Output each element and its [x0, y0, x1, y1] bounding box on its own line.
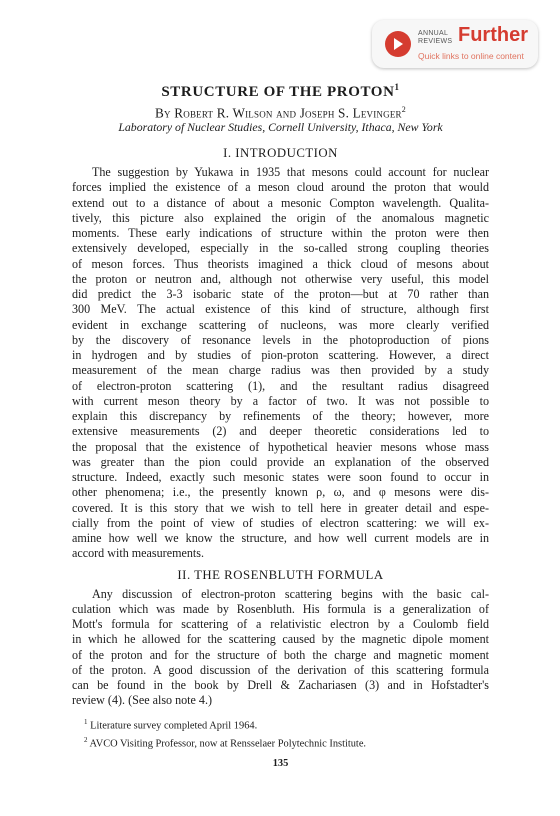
text-line: by the discovery of resonance levels in the photoproduction of pions — [72, 332, 489, 347]
footnotes — [72, 715, 489, 752]
text-line: Any discussion of electron-proton scattering begins with the basic cal- — [92, 586, 489, 601]
section-heading-introduction: I. INTRODUCTION — [223, 146, 338, 160]
article-title — [72, 78, 489, 100]
text-line: of meson forces. Thus theorists imagined a thick cloud of mesons about — [72, 256, 489, 271]
text-line: culation which was made by Rosenbluth. His formula is a generalization of — [72, 601, 489, 616]
introduction-paragraph — [72, 165, 489, 562]
text-line: forces implied the existence of a meson cloud around the proton that would — [72, 180, 489, 195]
text-line: the proposal that the existence of hypothetical heavier mesons whose mass — [72, 439, 489, 454]
text-line: review (4). (See also note 4.) — [72, 693, 213, 708]
text-line: of electron-proton scattering (1), and the resultant radius disagreed — [72, 378, 489, 393]
author-line — [72, 102, 489, 121]
text-line: covered. It is this story that we wish to tell here in greater detail and espe- — [72, 500, 489, 515]
text-line: of the proton. A good discussion of the derivation of this scattering formula — [72, 662, 489, 677]
section-heading-rosenbluth: II. THE ROSENBLUTH FORMULA — [177, 567, 384, 582]
text-line: structure. Indeed, exactly such mesonic states were soon found to occur in — [72, 470, 489, 484]
title-footnote-mark: 1 — [394, 82, 400, 92]
text-line: The suggestion by Yukawa in 1935 that mesons could account for nuclear — [92, 165, 489, 179]
text-line: measurement of the mean charge radius was then provided by a study — [72, 363, 489, 378]
text-line: cially from the point of view of studies of electron scattering: we will ex- — [72, 515, 489, 530]
affiliation: Laboratory of Nuclear Studies, Cornell University, Ithaca, New York — [118, 120, 443, 134]
text-line: was greater than the pion could provide an explanation of the observed — [72, 454, 489, 469]
footnote-1-mark: 1 — [84, 717, 88, 726]
author-wilson: Robert R. Wilson — [174, 105, 273, 121]
further-badge[interactable] — [372, 20, 538, 68]
text-line: other phenomena; i.e., the presently known ρ, ω, and φ mesons were dis- — [72, 485, 489, 500]
text-line: the proton or neutron and, although not otherwise very useful, this model — [72, 271, 489, 286]
page-number: 135 — [272, 758, 289, 770]
text-line: Mott's formula for scattering of a relativistic electron by a Coulomb field — [72, 617, 489, 631]
badge-further-label: Further — [458, 24, 528, 46]
footnote-2 — [72, 733, 489, 751]
rosenbluth-paragraph — [72, 587, 489, 709]
text-line: amine how well we know the structure, and how well current models are in — [72, 531, 489, 545]
author-footnote-mark: 2 — [401, 105, 406, 114]
badge-small-line1: ANNUAL — [418, 30, 449, 37]
footnote-1-text: Literature survey completed April 1964. — [90, 719, 258, 731]
text-line: in which he allowed for the scattering caused by the magnetic dipole moment — [72, 632, 489, 647]
and-word: and — [276, 105, 297, 121]
article-page — [72, 78, 489, 769]
footnote-1 — [72, 715, 489, 733]
text-line: extensive measurements (2) and deeper theoretic considerations led to — [72, 424, 489, 439]
text-line: can be found in the book by Drell & Zachariasen (3) and in Hofstadter's — [72, 678, 489, 692]
by-word: By — [155, 105, 171, 121]
author-levinger: Joseph S. Levinger — [299, 105, 402, 121]
badge-quick-links: Quick links to online content — [418, 51, 524, 61]
text-line: with current meson theory by a factor of two. It was not possible to — [72, 393, 489, 408]
text-line: extensively developed, especially in the so-called strong coupling theories — [72, 241, 489, 256]
text-line: tively, this picture also explained the origin of the anomalous magnetic — [72, 210, 489, 225]
footnote-2-text: AVCO Visiting Professor, now at Rensselaer Polytechnic Institute. — [89, 738, 367, 750]
text-line: moments. These early indications of structure within the proton were then — [72, 226, 489, 240]
text-line: did predict the 3-3 isobaric state of the proton—but at 70 rather than — [72, 287, 489, 301]
article-title-text: STRUCTURE OF THE PROTON — [161, 84, 395, 100]
annual-reviews-logo-icon — [385, 31, 411, 57]
text-line: extend out to a distance of about a mesonic Compton wavelength. Qualita- — [72, 195, 489, 210]
text-line: explain this discrepancy by refinements of the theory; however, more — [72, 409, 489, 423]
text-line: of the proton and for the structure of both the charge and magnetic moment — [72, 647, 489, 662]
text-line: 300 MeV. The actual existence of this kind of structure, although first — [72, 302, 489, 317]
footnote-2-mark: 2 — [84, 735, 88, 744]
text-line: in hydrogen and by studies of pion-proton scattering. However, a direct — [72, 348, 489, 362]
badge-publisher — [418, 30, 452, 46]
text-line: evident in exchange scattering of nucleons, was more clearly verified — [72, 317, 489, 332]
text-line: accord with measurements. — [72, 546, 204, 561]
badge-small-line2: REVIEWS — [418, 38, 453, 45]
